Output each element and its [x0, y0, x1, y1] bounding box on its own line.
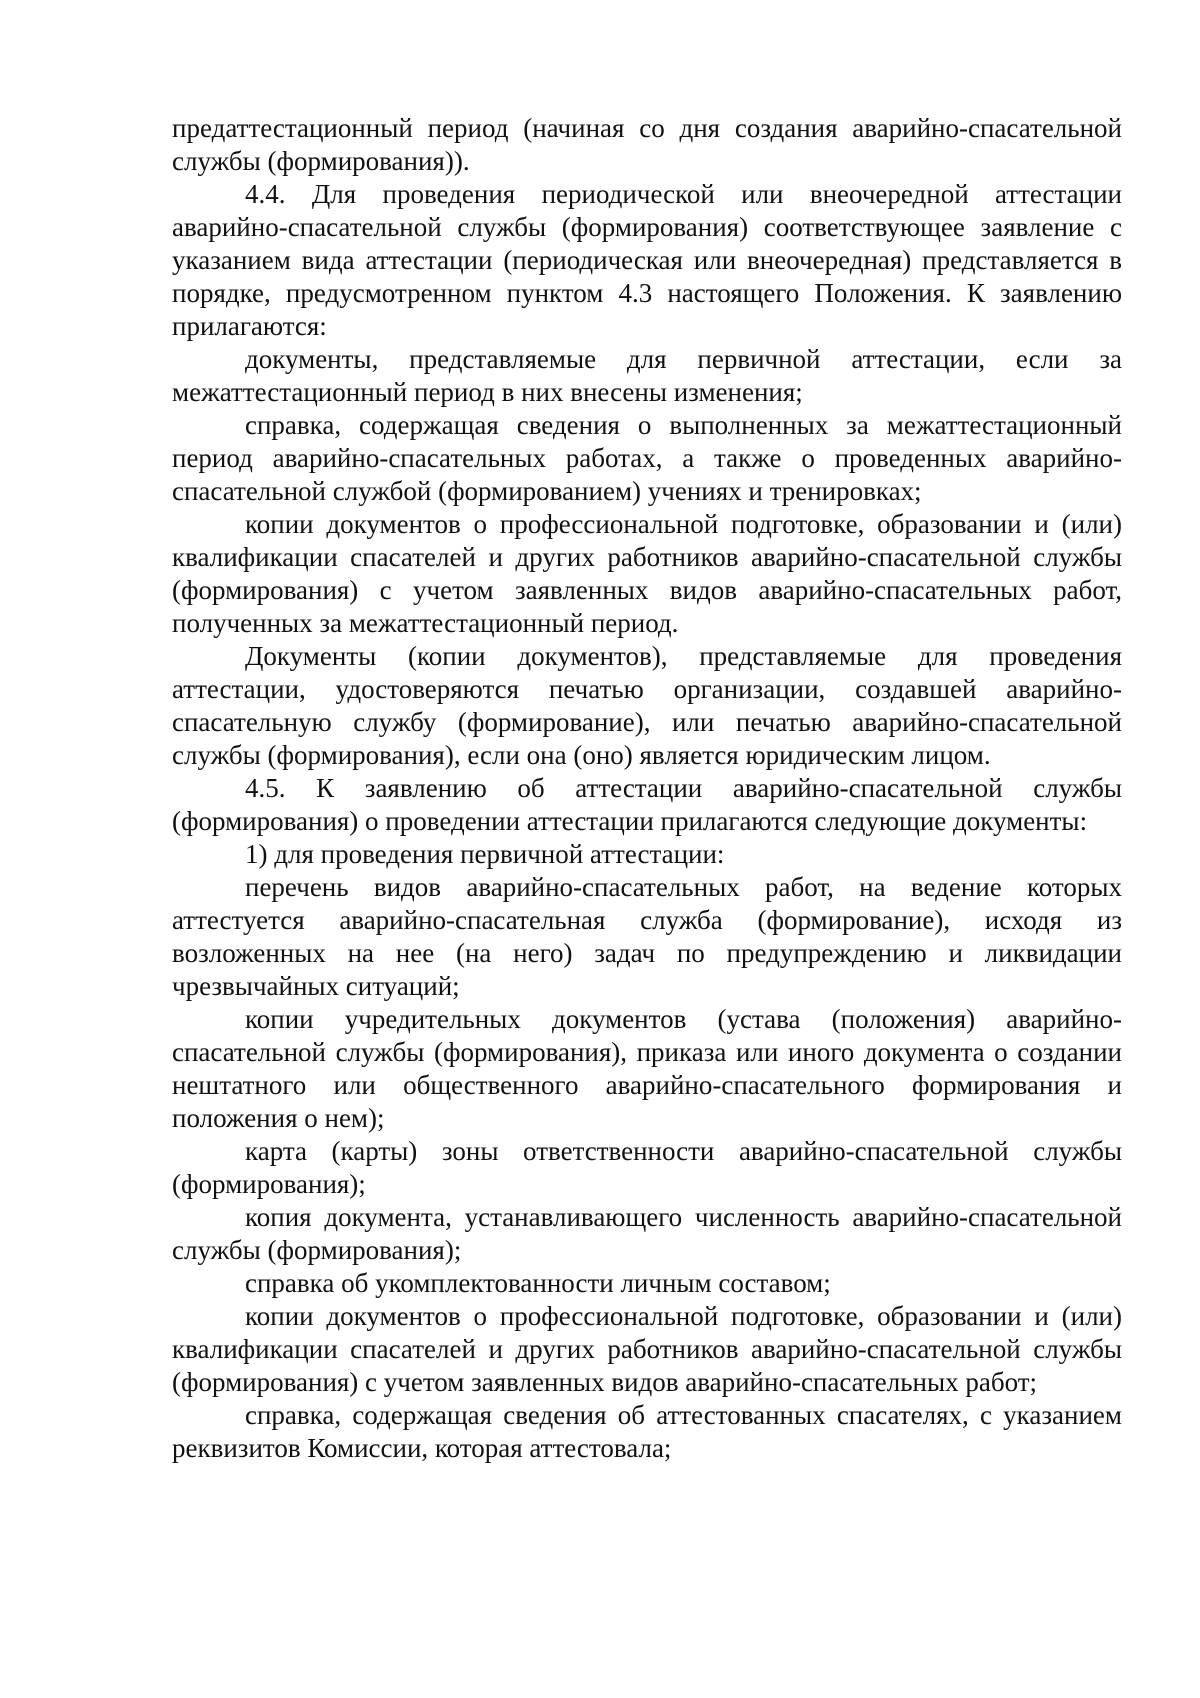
- paragraph-item: копия документа, устанавливающего численность аварийно-спасательной службы (формирования);: [172, 1202, 1122, 1265]
- paragraph-continuation: предаттестационный период (начиная со дня создания аварийно-спасательной службы (формирования)).: [172, 113, 1122, 176]
- paragraph-item: документы, представляемые для первичной аттестации, если за межаттестационный период в них внесены изменения;: [172, 344, 1122, 407]
- paragraph-item: копии учредительных документов (устава (положения) аварийно-спасательной службы (формирования), приказа или иного документа о создании нештатного или общественного аварийно-спасательного формирования и положения о нем);: [172, 1004, 1122, 1133]
- paragraph-documents-certification: Документы (копии документов), представляемые для проведения аттестации, удостоверяются печатью организации, создавшей аварийно-спасательную службу (формирование), или печатью аварийно-спасательной службы (формирования), если она (оно) является юридическим лицом.: [172, 641, 1122, 770]
- paragraph-4-4: 4.4. Для проведения периодической или внеочередной аттестации аварийно-спасательной службы (формирования) соответствующее заявление с указанием вида аттестации (периодическая или внеочередная) представляется в порядке, предусмотренном пунктом 4.3 настоящего Положения. К заявлению прилагаются:: [172, 179, 1122, 341]
- paragraph-item: справка об укомплектованности личным составом;: [245, 1268, 831, 1298]
- paragraph-item: копии документов о профессиональной подготовке, образовании и (или) квалификации спасателей и других работников аварийно-спасательной службы (формирования) с учетом заявленных видов аварийно-спасательных работ;: [172, 1301, 1122, 1397]
- document-page: [172, 112, 1122, 1465]
- paragraph-4-5: 4.5. К заявлению об аттестации аварийно-спасательной службы (формирования) о проведении аттестации прилагаются следующие документы:: [172, 773, 1122, 836]
- paragraph-item: справка, содержащая сведения об аттестованных спасателях, с указанием реквизитов Комиссии, которая аттестовала;: [172, 1400, 1122, 1463]
- paragraph-item: карта (карты) зоны ответственности аварийно-спасательной службы (формирования);: [172, 1136, 1122, 1199]
- paragraph-item: справка, содержащая сведения о выполненных за межаттестационный период аварийно-спасательных работах, а также о проведенных аварийно-спасательной службой (формированием) учениях и тренировках;: [172, 410, 1122, 506]
- paragraph-item: перечень видов аварийно-спасательных работ, на ведение которых аттестуется аварийно-спасательная служба (формирование), исходя из возложенных на нее (на него) задач по предупреждению и ликвидации чрезвычайных ситуаций;: [172, 872, 1122, 1001]
- paragraph-item: копии документов о профессиональной подготовке, образовании и (или) квалификации спасателей и других работников аварийно-спасательной службы (формирования) с учетом заявленных видов аварийно-спасательных работ, полученных за межаттестационный период.: [172, 509, 1122, 638]
- paragraph-subheading-1: 1) для проведения первичной аттестации:: [245, 839, 725, 869]
